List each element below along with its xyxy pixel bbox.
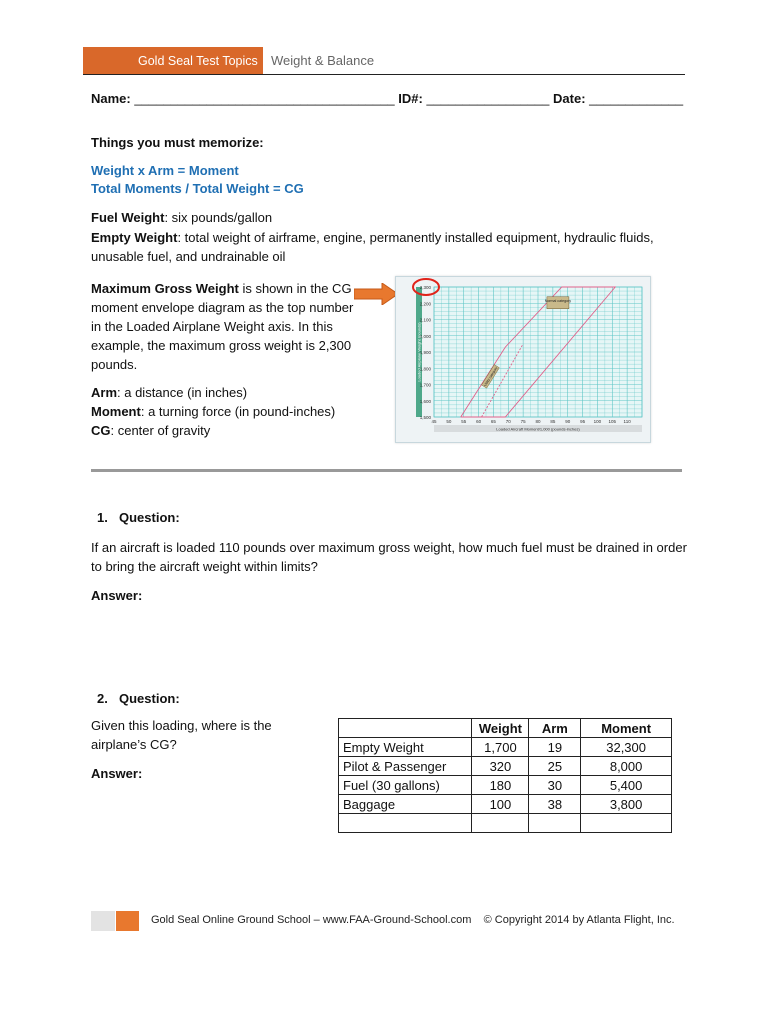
y-tick-label: 2,300 [419,285,431,290]
memorize-heading: Things you must memorize: [91,135,264,150]
table-cell: 30 [529,776,581,795]
footer-school: Gold Seal Online Ground School – www.FAA-Ground-School.com [151,914,472,926]
x-tick-label: 85 [550,419,556,424]
table-header: Moment [581,719,672,738]
formula-cg: Total Moments / Total Weight = CG [91,181,304,196]
x-tick-label: 100 [593,419,602,424]
table-cell: 25 [529,757,581,776]
table-cell: 320 [472,757,529,776]
moment-text: : a turning force (in pound-inches) [140,404,336,419]
y-tick-label: 2,200 [419,301,431,307]
q1-label: Question: [119,510,180,525]
table-cell: 1,700 [472,738,529,757]
cg-text: : center of gravity [110,423,211,438]
table-row [339,738,672,757]
table-cell: 32,300 [581,738,672,757]
max-gross-weight-term: Maximum Gross Weight [91,281,239,296]
arm-definition [91,383,247,402]
table-cell: 5,400 [581,776,672,795]
name-blank[interactable]: ____________________________________ [134,91,395,106]
empty-weight-text: : total weight of airframe, engine, permanently installed equipment, hydraulic fluids, unusable fuel, and undrainable oil [91,230,654,264]
y-tick-label: 1,900 [419,350,431,355]
table-cell: 100 [472,795,529,814]
empty-weight-definition [91,228,681,266]
footer-gray-block [91,911,115,931]
q2-label: Question: [119,691,180,706]
fuel-weight-term: Fuel Weight [91,210,165,225]
table-row [339,757,672,776]
x-tick-label: 95 [580,419,586,424]
table-header: Arm [529,719,581,738]
y-tick-label: 1,800 [419,366,431,372]
y-tick-label: 2,100 [419,317,431,323]
max-gross-weight-text: is shown in the CG moment envelope diagram as the top number in the Loaded Airplane Weight axis. In this example, the maximum gross weight is 2,300 pounds. [91,281,354,372]
table-cell: Pilot & Passenger [339,757,472,776]
max-gross-weight-definition [91,279,361,374]
table-row-total [339,814,672,833]
x-tick-label: 55 [461,419,467,424]
footer-orange-block [116,911,139,931]
table-cell[interactable] [472,814,529,833]
x-tick-label: 110 [623,419,631,424]
x-tick-label: 70 [505,419,511,424]
table-cell[interactable] [339,814,472,833]
table-cell: 3,800 [581,795,672,814]
table-header-row [339,719,672,738]
header-brand: Gold Seal Test Topics [138,54,258,68]
table-cell: Empty Weight [339,738,472,757]
y-tick-label: 1,500 [419,415,431,420]
y-tick-label: 2,000 [419,333,431,339]
loading-table [338,718,672,833]
table-cell: Baggage [339,795,472,814]
normal-category-label: Normal category [544,298,572,303]
table-row [339,795,672,814]
utility-category-label: Utility category [483,366,499,388]
x-tick-label: 45 [431,419,437,424]
formula-moment: Weight x Arm = Moment [91,163,239,178]
x-tick-label: 75 [520,419,526,424]
student-info-line [91,91,691,106]
x-tick-label: 65 [490,419,496,424]
q2-text: Given this loading, where is the airplane’s CG? [91,718,272,752]
pointer-arrow-icon [354,283,400,305]
q1-number: 1. [97,510,108,525]
table-cell[interactable] [529,814,581,833]
fuel-weight-definition [91,208,272,227]
table-header: Weight [472,719,529,738]
x-tick-label: 105 [608,419,617,424]
table-row [339,776,672,795]
id-label: ID#: [398,91,423,106]
header-topic: Weight & Balance [271,53,375,68]
table-cell[interactable] [581,814,672,833]
arm-term: Arm [91,385,118,400]
section-divider [91,469,682,472]
x-axis-label: Loaded Aircraft Moment/1,000 (pounds-inches) [496,426,580,432]
x-tick-label: 50 [446,419,452,424]
moment-term: Moment [91,404,141,419]
name-label: Name: [91,91,131,106]
x-tick-label: 60 [476,419,482,424]
fuel-weight-text: : six pounds/gallon [164,210,273,225]
q2-answer-label: Answer: [91,766,143,781]
empty-weight-term: Empty Weight [91,230,178,245]
footer-copyright: © Copyright 2014 by Atlanta Flight, Inc. [483,914,675,926]
cg-envelope-chart [395,276,651,443]
y-tick-label: 1,600 [419,398,431,404]
header-rule [83,74,685,75]
table-cell: 38 [529,795,581,814]
id-blank[interactable]: _________________ [426,91,550,106]
x-tick-label: 80 [535,419,541,424]
table-cell: 8,000 [581,757,672,776]
footer-text [151,914,675,926]
table-cell: 19 [529,738,581,757]
date-blank[interactable]: _____________ [589,91,684,106]
cg-envelope-svg [396,277,650,442]
q1-answer-label: Answer: [91,588,143,603]
x-tick-label: 90 [565,419,571,424]
y-axis-label: Loaded Airplane Weight (pounds) [416,322,422,382]
arm-text: : a distance (in inches) [117,385,248,400]
cg-term: CG [91,423,111,438]
moment-definition [91,402,335,421]
table-header [339,719,472,738]
q1-text: If an aircraft is loaded 110 pounds over maximum gross weight, how much fuel must be drained in order to bring the aircraft weight within limits? [91,540,687,574]
cg-definition [91,421,210,440]
table-cell: 180 [472,776,529,795]
y-tick-label: 1,700 [419,382,431,388]
q2-number: 2. [97,691,108,706]
table-cell: Fuel (30 gallons) [339,776,472,795]
date-label: Date: [553,91,586,106]
